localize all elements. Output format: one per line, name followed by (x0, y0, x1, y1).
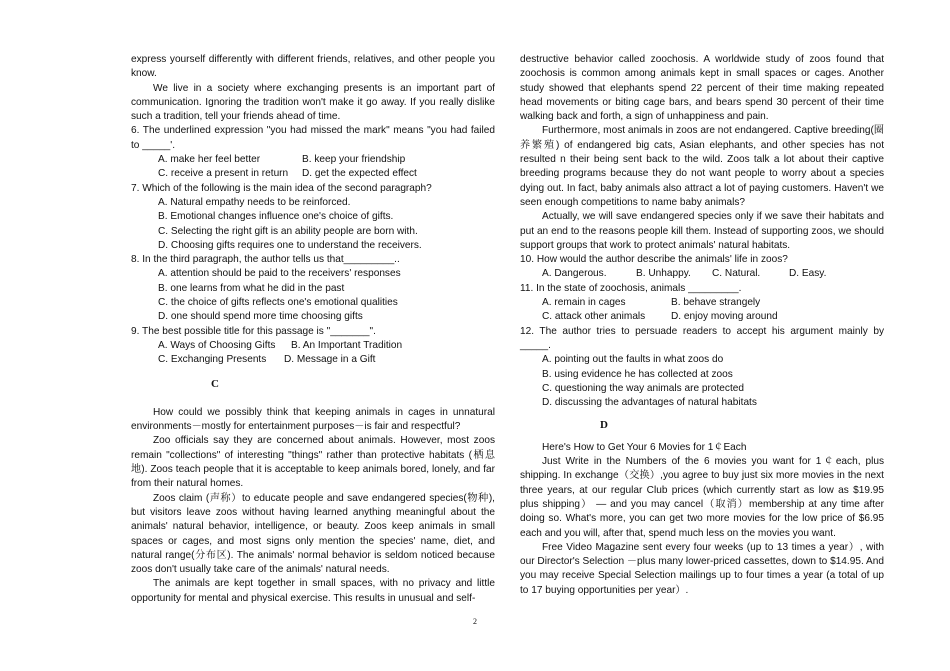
option-c: C. Natural. (712, 268, 761, 280)
question-12: 12. The author tries to persuade readers to accept his argument mainly by _____. (520, 325, 884, 351)
option-b: B. behave strangely (671, 297, 761, 309)
option-a: A. Natural empathy needs to be reinforced. (158, 196, 351, 208)
options-row (520, 267, 884, 281)
options-row (131, 353, 495, 367)
option-a: A. make her feel better (158, 154, 261, 166)
page-number: 2 (473, 617, 477, 626)
option-b: B. keep your friendship (302, 154, 406, 166)
paragraph: Actually, we will save endangered species only if we save their habitats and put an end to the reasons people kill them. Instead of supporting zoos, we should support groups that work to protect animals' natural habitats. (520, 211, 884, 251)
options-row (131, 167, 495, 181)
paragraph: express yourself differently with different friends, relatives, and other people you know. (131, 54, 495, 80)
option-d: D. discussing the advantages of natural habitats (542, 397, 757, 409)
option-a: A. pointing out the faults in what zoos do (542, 354, 724, 366)
ad-title: Here's How to Get Your 6 Movies for 1￠Each (542, 441, 747, 453)
question-6: 6. The underlined expression "you had missed the mark" means "you had failed to _____'. (131, 125, 495, 151)
paragraph: Zoo officials say they are concerned about animals. However, most zoos remain "collections" of interesting "things" rather than protective habitats (栖息地). Zoos teach people that it is acceptable to keep animals bored, lonely, and far from their natural homes. (131, 435, 495, 490)
option-d: D. Easy. (789, 268, 827, 280)
option-c: C. attack other animals (542, 311, 646, 323)
paragraph: Free Video Magazine sent every four weeks (up to 13 times a year）, with our Director's Selection －plus many lower-priced cassettes, down to $14.95. And you may receive Special Selection mailings up to four times a year (a total of up to 17 buying opportunities per year）. (520, 541, 884, 596)
option-d: D. Choosing gifts requires one to understand the receivers. (158, 239, 422, 251)
option-b: B. one learns from what he did in the past (158, 282, 345, 294)
option-c: C. Exchanging Presents (158, 354, 267, 366)
paragraph: Just Write in the Numbers of the 6 movies you want for 1￠each, plus shipping. In exchange（交换）,you agree to buy just six more movies in the next three years, at our regular Club prices (which currently start as low as $19.95 plus shipping） — and you may cancel（取消）membership at any time after doing so. What's more, you can get two more movies for the low price of $6.95 each and you will, after that, spend much less on the movies you want. (520, 456, 884, 539)
options-row (131, 339, 495, 353)
option-c: C. receive a present in return (158, 168, 289, 180)
option-b: B. using evidence he has collected at zoos (542, 368, 733, 380)
paragraph: destructive behavior called zoochosis. A worldwide study of zoos found that zoochosis is common among animals kept in small spaces or cages. Another study showed that elephants spend 22 percent of their time making repeated head movements or biting cage bars, and bears spend 30 percent of their time walking back and forth, a sign of unhappiness and pain. (520, 54, 884, 123)
option-d: D. Message in a Gift (284, 354, 376, 366)
option-a: A. Ways of Choosing Gifts (158, 339, 276, 351)
options-row (131, 153, 495, 167)
option-a: A. remain in cages (542, 297, 626, 309)
options-row (520, 296, 884, 310)
question-9: 9. The best possible title for this passage is "_______". (131, 325, 376, 337)
left-column (131, 53, 495, 606)
option-a: A. attention should be paid to the receivers' responses (158, 268, 401, 280)
section-heading-d: D (600, 419, 608, 432)
question-11: 11. In the state of zoochosis, animals _________. (520, 282, 742, 294)
paragraph: Furthermore, most animals in zoos are not endangered. Captive breeding(圈养繁殖) of endangered big cats, Asian elephants, and other species has not resulted n their being sent back to the wild. Zoos talk a lot about their captive breeding programs because they do not want people to worry about a species dying out. In fact, baby animals also attract a lot of paying customers. Haven't we seen enough competitions to name baby animals? (520, 125, 884, 208)
question-7: 7. Which of the following is the main idea of the second paragraph? (131, 182, 432, 194)
option-d: D. get the expected effect (302, 168, 417, 180)
option-d: D. enjoy moving around (671, 311, 778, 323)
paragraph: How could we possibly think that keeping animals in cages in unnatural environments－mostly for entertainment purposes－is fair and respectful? (131, 406, 495, 433)
option-b: B. Emotional changes influence one's choice of gifts. (158, 211, 394, 223)
section-heading-c: C (211, 377, 219, 390)
option-c: C. questioning the way animals are protected (542, 382, 744, 394)
question-8: 8. In the third paragraph, the author tells us that_________.. (131, 254, 400, 266)
paragraph: The animals are kept together in small spaces, with no privacy and little opportunity for mental and physical exercise. This results in unusual and self- (131, 578, 495, 604)
option-d: D. one should spend more time choosing gifts (158, 311, 363, 323)
paragraph: Zoos claim (声称）to educate people and save endangered species(物种), but visitors leave zoos without having learned anything meaningful about the animals' natural behavior, intelligence, or beauty. Zoos keep animals in small spaces or cages, and most signs only mention the species' name, diet, and natural range(分布区). The animals' normal behavior is seldom noticed because zoos don't usually take care of the animals' natural needs. (131, 492, 495, 576)
option-b: B. An Important Tradition (291, 339, 403, 351)
option-c: C. Selecting the right gift is an ability people are born with. (158, 225, 418, 237)
option-a: A. Dangerous. (542, 268, 607, 280)
options-row (520, 310, 884, 324)
paragraph: We live in a society where exchanging presents is an important part of communication. Ignoring the tradition won't make it go away. If you really dislike such a tradition, tell your friends ahead of time. (131, 82, 495, 123)
right-column (520, 53, 884, 598)
option-c: C. the choice of gifts reflects one's emotional qualities (158, 297, 398, 309)
option-b: B. Unhappy. (636, 268, 691, 280)
question-10: 10. How would the author describe the animals' life in zoos? (520, 254, 788, 266)
